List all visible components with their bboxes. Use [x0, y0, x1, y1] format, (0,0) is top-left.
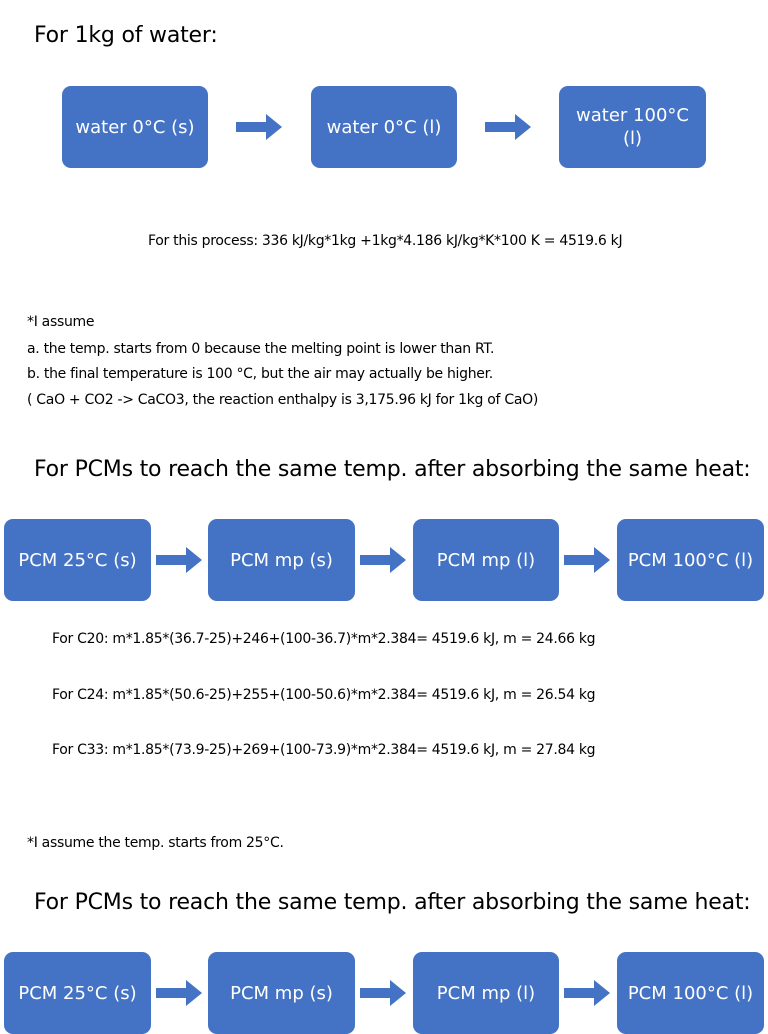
assumption-note: *I assume the temp. starts from 25°C.: [27, 835, 284, 851]
box-label: water 100°C (l): [576, 105, 689, 149]
box-label: PCM mp (s): [230, 549, 333, 571]
box-label: water 0°C (s): [75, 116, 195, 138]
box-label: PCM 25°C (s): [18, 982, 137, 1004]
assumption-note: *I assume: [27, 314, 95, 330]
assumption-note: ( CaO + CO2 -> CaCO3, the reaction enthalpy is 3,175.96 kJ for 1kg of CaO): [27, 392, 538, 408]
box-label: PCM mp (l): [436, 549, 536, 571]
assumption-note: a. the temp. starts from 0 because the melting point is lower than RT.: [27, 341, 495, 357]
box-label: PCM 25°C (s): [18, 549, 137, 571]
water-liquid-100c-box: [559, 86, 706, 168]
pcm-mp-solid-box: [208, 519, 355, 601]
water-liquid-0c-box: [311, 86, 457, 168]
section-2-title: For PCMs to reach the same temp. after absorbing the same heat:: [34, 457, 751, 482]
water-solid-0c-box: [62, 86, 208, 168]
pcm-25c-solid-box: [4, 952, 151, 1034]
section-3-title: For PCMs to reach the same temp. after absorbing the same heat:: [34, 890, 751, 915]
arrow-right-icon: [236, 114, 282, 140]
box-label: water 0°C (l): [326, 116, 442, 138]
arrow-right-icon: [360, 980, 406, 1006]
arrow-right-icon: [564, 547, 610, 573]
pcm-mp-liquid-box: [413, 519, 559, 601]
c20-equation: For C20: m*1.85*(36.7-25)+246+(100-36.7)*m*2.384= 4519.6 kJ, m = 24.66 kg: [52, 631, 596, 647]
arrow-right-icon: [156, 980, 202, 1006]
pcm-mp-liquid-box: [413, 952, 559, 1034]
arrow-right-icon: [485, 114, 531, 140]
c33-equation: For C33: m*1.85*(73.9-25)+269+(100-73.9)*m*2.384= 4519.6 kJ, m = 27.84 kg: [52, 742, 596, 758]
box-label: PCM 100°C (l): [627, 549, 754, 571]
pcm-100c-liquid-box: [617, 519, 764, 601]
box-label: PCM mp (s): [230, 982, 333, 1004]
pcm-25c-solid-box: [4, 519, 151, 601]
arrow-right-icon: [360, 547, 406, 573]
c24-equation: For C24: m*1.85*(50.6-25)+255+(100-50.6)*m*2.384= 4519.6 kJ, m = 26.54 kg: [52, 687, 596, 703]
box-label: PCM mp (l): [436, 982, 536, 1004]
pcm-100c-liquid-box: [617, 952, 764, 1034]
process-energy-text: For this process: 336 kJ/kg*1kg +1kg*4.186 kJ/kg*K*100 K = 4519.6 kJ: [148, 233, 623, 249]
assumption-note: b. the final temperature is 100 °C, but the air may actually be higher.: [27, 366, 493, 382]
arrow-right-icon: [564, 980, 610, 1006]
box-label: PCM 100°C (l): [627, 982, 754, 1004]
arrow-right-icon: [156, 547, 202, 573]
pcm-mp-solid-box: [208, 952, 355, 1034]
section-1-title: For 1kg of water:: [34, 23, 218, 48]
